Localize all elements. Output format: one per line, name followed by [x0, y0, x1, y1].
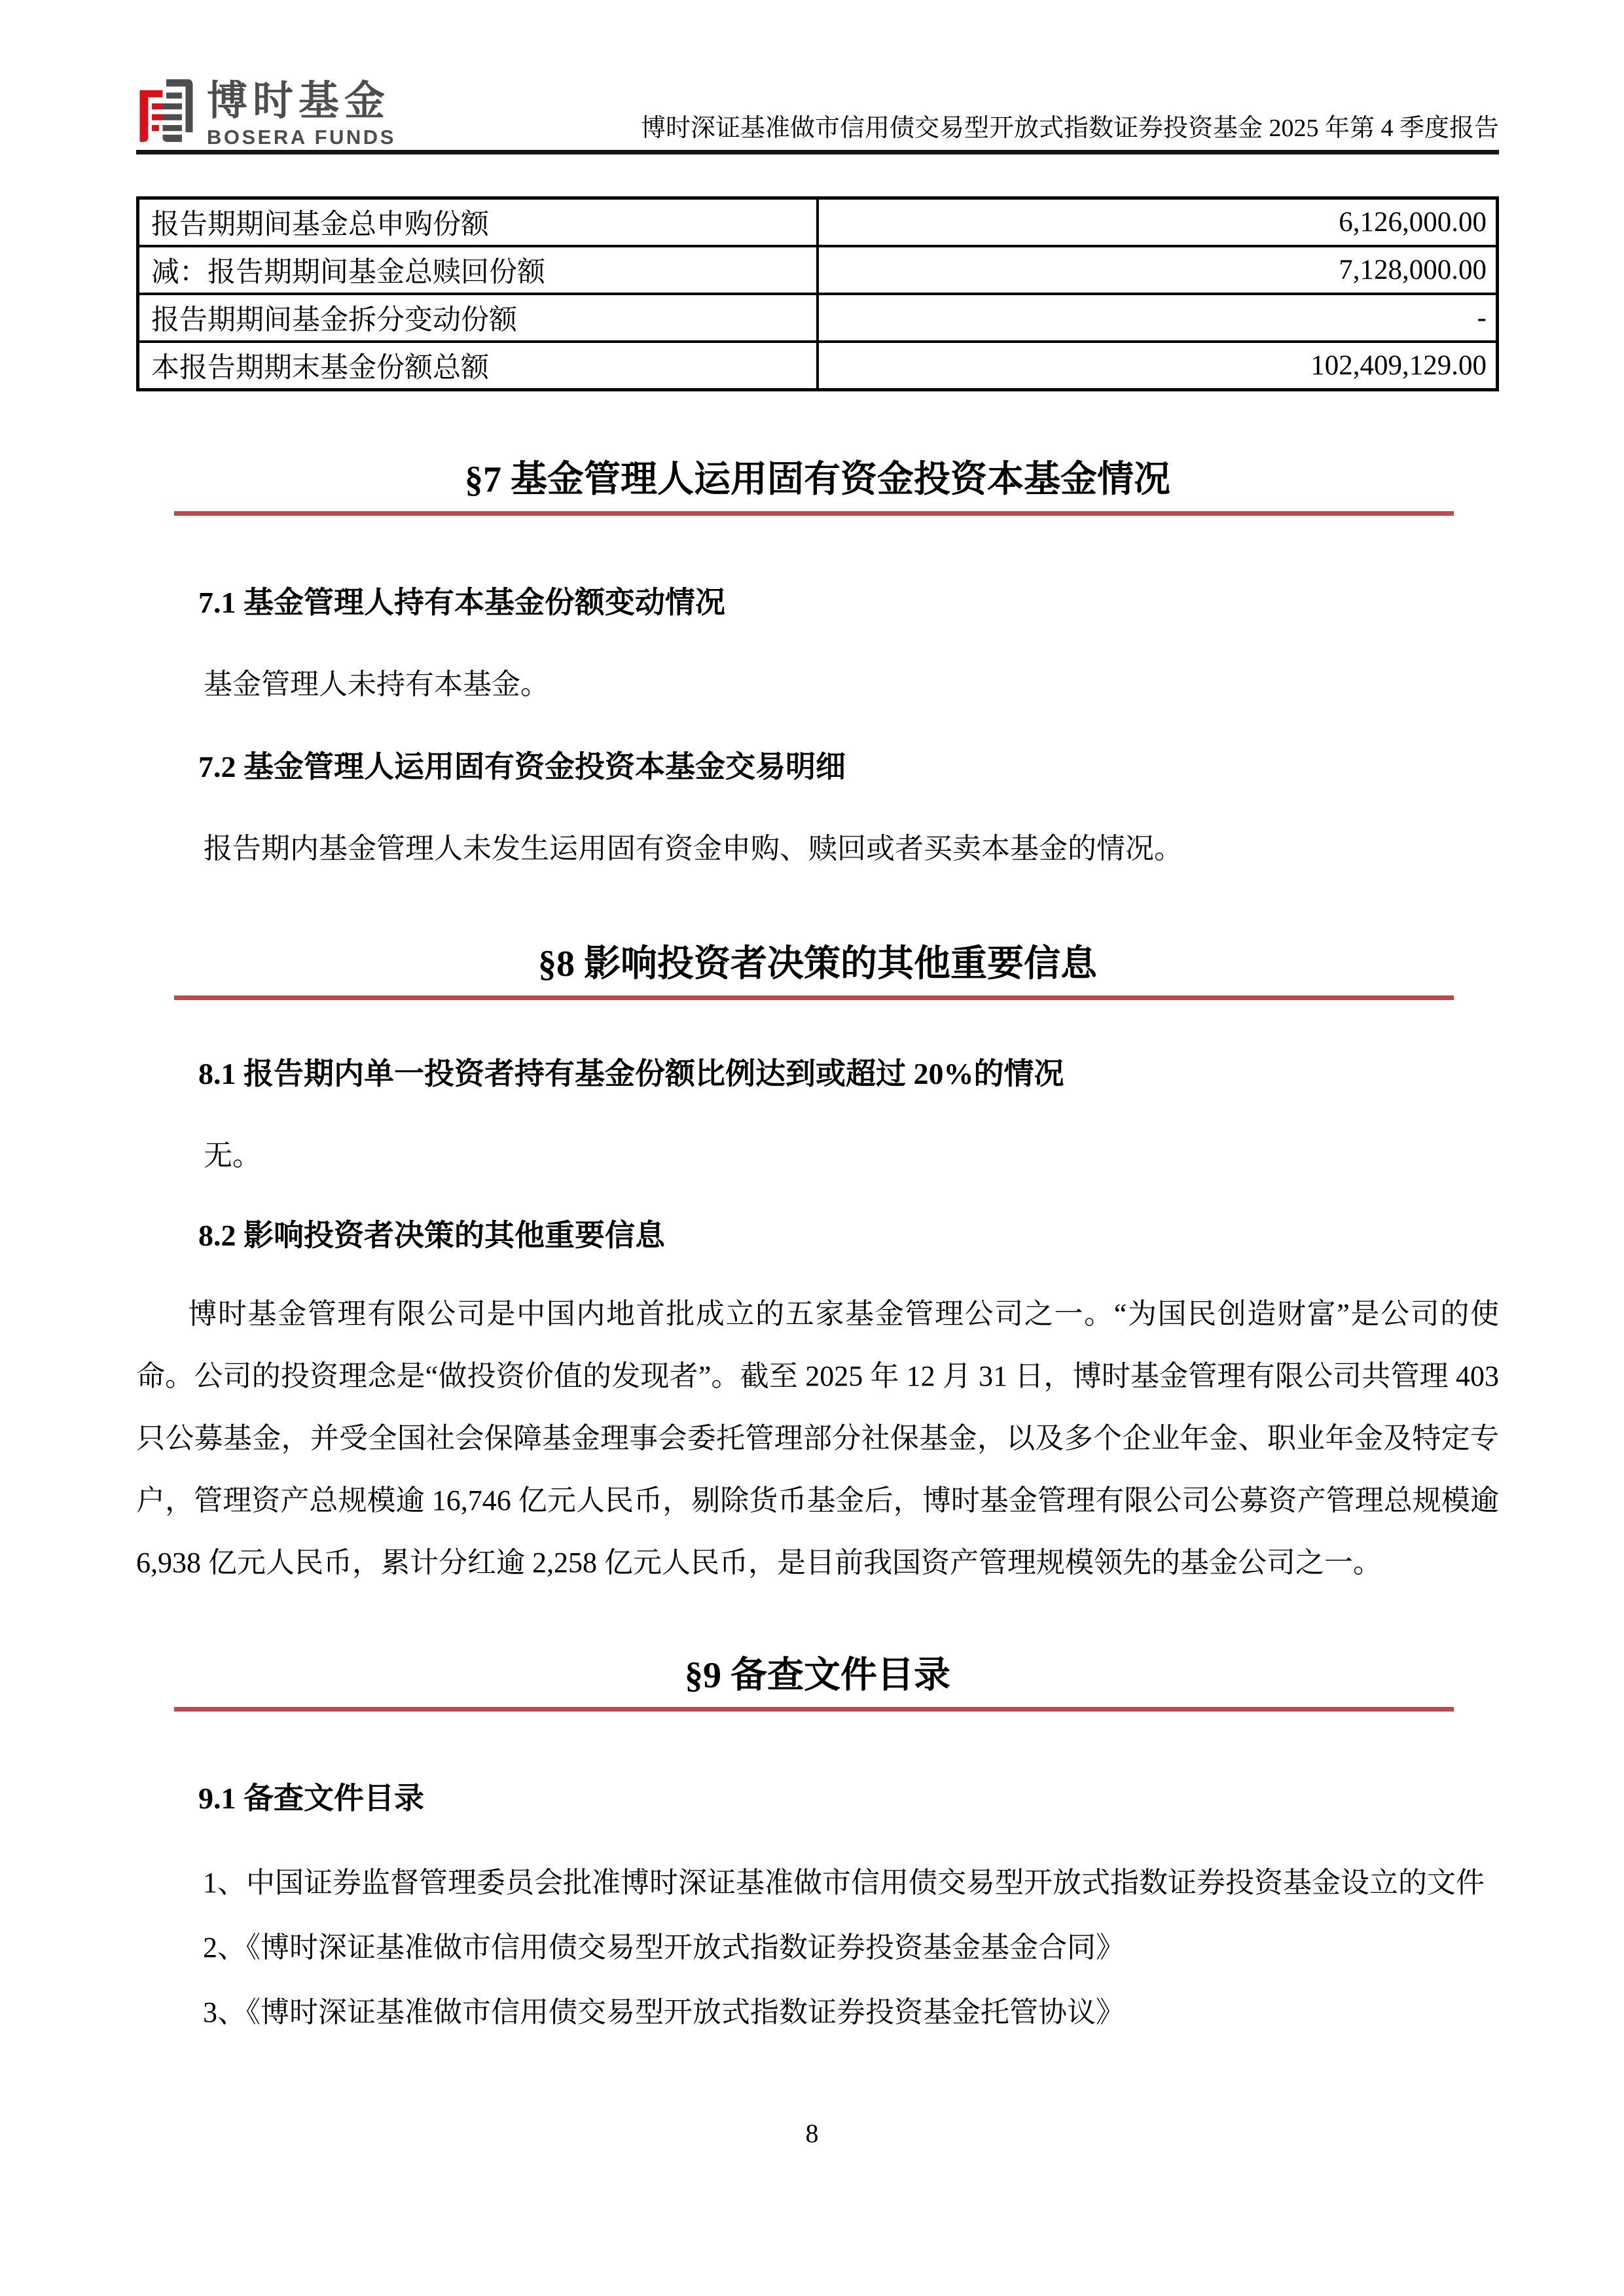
row-label: 报告期期间基金拆分变动份额: [138, 294, 818, 342]
section9-title: §9 备查文件目录: [685, 1655, 950, 1696]
row-value: 7,128,000.00: [818, 246, 1498, 294]
section8-rule: [174, 996, 1454, 1000]
subsection-9-1-title: 9.1 备查文件目录: [198, 1781, 424, 1815]
reference-documents-list: [203, 1864, 1499, 2032]
share-change-table: [136, 196, 1499, 391]
row-value: 6,126,000.00: [818, 198, 1498, 247]
subsection-7-1-body: 基金管理人未持有本基金。: [204, 668, 549, 700]
table-row: [138, 198, 1498, 247]
row-label: 报告期期间基金总申购份额: [138, 198, 818, 247]
logo-cn-label: 博时基金: [207, 79, 391, 124]
logo-text: [207, 81, 396, 147]
subsection-7-2-body: 报告期内基金管理人未发生运用固有资金申购、赎回或者买卖本基金的情况。: [204, 832, 1183, 865]
table-row: [138, 246, 1498, 294]
list-item: 2、《博时深证基准做市信用债交易型开放式指数证券投资基金基金合同》: [203, 1931, 1125, 1964]
subsection-7-2-title: 7.2 基金管理人运用固有资金投资本基金交易明细: [198, 749, 846, 783]
section7-rule: [174, 511, 1454, 516]
logo-en-label: BOSERA FUNDS: [207, 126, 396, 149]
subsection-8-1-body: 无。: [204, 1139, 261, 1172]
bosera-mark-icon: [136, 74, 196, 147]
doc-title: 博时深证基准做市信用债交易型开放式指数证券投资基金 2025 年第 4 季度报告: [640, 115, 1499, 142]
row-label: 本报告期期末基金份额总额: [138, 342, 818, 390]
page-number: 8: [805, 2119, 819, 2148]
subsection-8-1-title: 8.1 报告期内单一投资者持有基金份额比例达到或超过 20%的情况: [198, 1056, 1064, 1090]
subsection-8-2-body: 博时基金管理有限公司是中国内地首批成立的五家基金管理公司之一。“为国民创造财富”是公司的使命。公司的投资理念是“做投资价值的发现者”。截至 2025 年 12 月 31 日，博时基金管理有限公司共管理 403 只公募基金，并受全国社会保障基金理事会委托管理部分社保基金，以及多个企业年金、职业年金及特定专户，管理资产总规模逾 16,746 亿元人民币，剔除货币基金后，博时基金管理有限公司公募资产管理总规模逾 6,938 亿元人民币，累计分红逾 2,258 亿元人民币，是目前我国资产管理规模领先的基金公司之一。: [136, 1297, 1499, 1579]
row-value: -: [818, 294, 1498, 342]
table-row: [138, 342, 1498, 390]
row-label: 减：报告期期间基金总赎回份额: [138, 246, 818, 294]
table-row: [138, 294, 1498, 342]
subsection-8-2-title: 8.2 影响投资者决策的其他重要信息: [198, 1218, 665, 1252]
list-item: 3、《博时深证基准做市信用债交易型开放式指数证券投资基金托管协议》: [203, 1996, 1125, 2029]
section8-title: §8 影响投资者决策的其他重要信息: [538, 943, 1097, 984]
section7-title: §7 基金管理人运用固有资金投资本基金情况: [465, 459, 1170, 500]
list-item: 1、中国证券监督管理委员会批准博时深证基准做市信用债交易型开放式指数证券投资基金设立的文件: [203, 1866, 1485, 1899]
page-header: [136, 74, 1499, 154]
row-value: 102,409,129.00: [818, 342, 1498, 390]
subsection-7-1-title: 7.1 基金管理人持有本基金份额变动情况: [198, 586, 725, 619]
bosera-logo: [136, 74, 396, 147]
section9-rule: [174, 1707, 1454, 1712]
